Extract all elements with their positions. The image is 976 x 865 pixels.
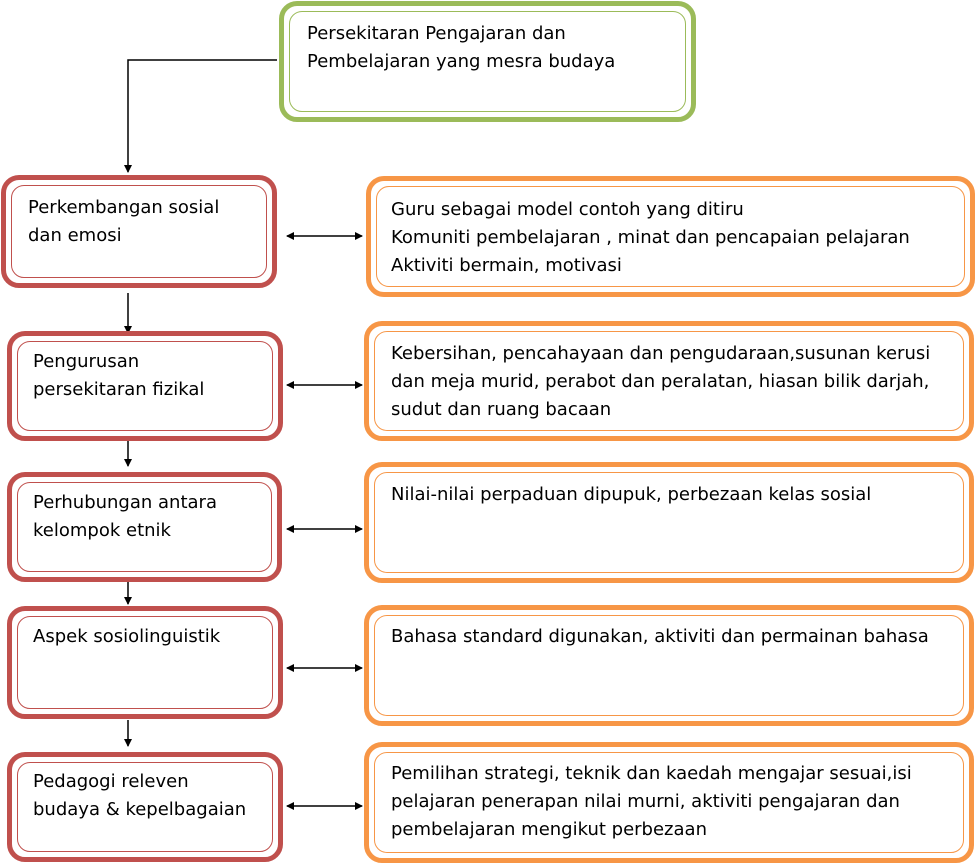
left-3-line-1: Perhubungan antara	[33, 492, 217, 513]
right-2-line-2: dan meja murid, perabot dan peralatan, hiasan bilik darjah,	[391, 371, 930, 392]
top-connector-arrow	[128, 60, 277, 172]
right-box-1-text	[391, 196, 910, 280]
right-1-line-2: Komuniti pembelajaran , minat dan pencapaian pelajaran	[391, 227, 910, 248]
right-box-4-text	[391, 623, 929, 651]
right-4-line-1: Bahasa standard digunakan, aktiviti dan permainan bahasa	[391, 626, 929, 647]
left-box-1-text	[28, 194, 219, 250]
left-4-line-1: Aspek sosiolinguistik	[33, 626, 221, 647]
right-box-5-text	[391, 760, 912, 844]
right-3-line-1: Nilai-nilai perpaduan dipupuk, perbezaan kelas sosial	[391, 484, 872, 505]
right-box-2-text	[391, 340, 930, 424]
left-box-4-text	[33, 623, 220, 651]
left-5-line-1: Pedagogi releven	[33, 771, 189, 792]
left-2-line-2: persekitaran fizikal	[33, 379, 205, 400]
top-box-text	[307, 20, 615, 76]
right-5-line-3: pembelajaran mengikut perbezaan	[391, 819, 707, 840]
left-2-line-1: Pengurusan	[33, 351, 140, 372]
top-line-2: Pembelajaran yang mesra budaya	[307, 51, 616, 72]
top-line-1: Persekitaran Pengajaran dan	[307, 23, 566, 44]
left-1-line-2: dan emosi	[28, 225, 122, 246]
left-3-line-2: kelompok etnik	[33, 520, 171, 541]
right-box-3-text	[391, 481, 871, 509]
left-box-3-text	[33, 489, 217, 545]
left-box-5-text	[33, 768, 246, 824]
right-5-line-2: pelajaran penerapan nilai murni, aktiviti pengajaran dan	[391, 791, 900, 812]
left-box-2-text	[33, 348, 204, 404]
right-1-line-3: Aktiviti bermain, motivasi	[391, 255, 622, 276]
right-1-line-1: Guru sebagai model contoh yang ditiru	[391, 199, 744, 220]
left-5-line-2: budaya & kepelbagaian	[33, 799, 247, 820]
right-2-line-1: Kebersihan, pencahayaan dan pengudaraan,susunan kerusi	[391, 343, 931, 364]
right-5-line-1: Pemilihan strategi, teknik dan kaedah mengajar sesuai,isi	[391, 763, 912, 784]
left-1-line-1: Perkembangan sosial	[28, 197, 220, 218]
right-2-line-3: sudut dan ruang bacaan	[391, 399, 612, 420]
